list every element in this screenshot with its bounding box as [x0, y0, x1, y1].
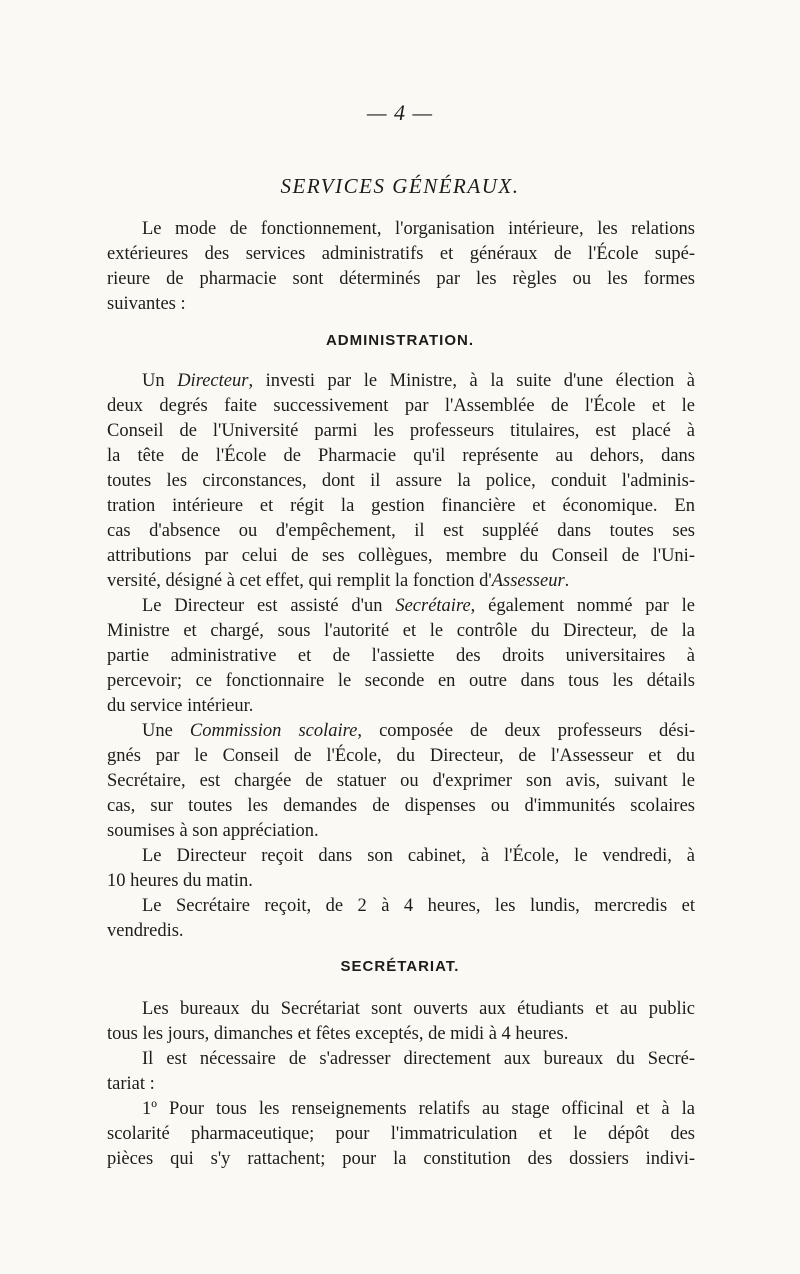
intro-line: extérieures des services administratifs et généraux de l'École supé- — [107, 244, 695, 264]
paragraph-line: tration intérieure et régit la gestion financière et économique. En — [107, 496, 695, 516]
paragraph-line: pièces qui s'y rattachent; pour la constitution des dossiers indivi- — [107, 1149, 695, 1169]
paragraph-line: du service intérieur. — [107, 696, 254, 716]
paragraph-line: tariat : — [107, 1074, 155, 1094]
paragraph-line: attributions par celui de ses collègues, membre du Conseil de l'Uni- — [107, 546, 695, 566]
paragraph-line: vendredis. — [107, 921, 184, 941]
heading-administration: ADMINISTRATION. — [325, 332, 475, 349]
term-directeur: Directeur — [177, 371, 249, 391]
paragraph-line: toutes les circonstances, dont il assure la police, conduit l'adminis- — [107, 471, 695, 491]
paragraph-line: soumises à son appréciation. — [107, 821, 319, 841]
intro-line: rieure de pharmacie sont déterminés par les règles ou les formes — [107, 269, 695, 289]
paragraph-line: Ministre et chargé, sous l'autorité et le contrôle du Directeur, de la — [107, 621, 695, 641]
text-run: Le Directeur est assisté d'un — [142, 596, 396, 616]
paragraph-line: Il est nécessaire de s'adresser directement aux bureaux du Secré- — [142, 1049, 695, 1069]
paragraph-line: la tête de l'École de Pharmacie qu'il représente au dehors, dans — [107, 446, 695, 466]
text-run: , composée de deux professeurs dési- — [357, 721, 696, 741]
paragraph-line — [142, 720, 695, 743]
text-run: Une — [142, 721, 190, 741]
paragraph-line: Les bureaux du Secrétariat sont ouverts aux étudiants et au public — [142, 999, 695, 1019]
term-secretaire: Secrétaire — [395, 596, 471, 616]
paragraph-line: cas, sur toutes les demandes de dispenses ou d'immunités scolaires — [107, 796, 695, 816]
paragraph-line: partie administrative et de l'assiette des droits universitaires à — [107, 646, 695, 666]
paragraph-line: tous les jours, dimanches et fêtes exceptés, de midi à 4 heures. — [107, 1024, 569, 1044]
paragraph-line: scolarité pharmaceutique; pour l'immatriculation et le dépôt des — [107, 1124, 695, 1144]
heading-secretariat: SECRÉTARIAT. — [340, 958, 460, 975]
intro-line: Le mode de fonctionnement, l'organisation intérieure, les relations — [142, 219, 695, 239]
paragraph-line: percevoir; ce fonctionnaire le seconde en outre dans tous les détails — [107, 671, 695, 691]
text-run: , investi par le Ministre, à la suite d'une élection à — [248, 371, 695, 391]
paragraph-line — [142, 370, 695, 393]
text-run: . — [564, 571, 570, 591]
page-number: — 4 — — [366, 100, 434, 125]
term-assesseur: Assesseur — [491, 571, 565, 591]
paragraph-line: Secrétaire, est chargée de statuer ou d'exprimer son avis, suivant le — [107, 771, 695, 791]
text-run: , également nommé par le — [470, 596, 695, 616]
paragraph-line: gnés par le Conseil de l'École, du Directeur, de l'Assesseur et du — [107, 746, 695, 766]
intro-line: suivantes : — [107, 294, 186, 314]
paragraph-line: Conseil de l'Université parmi les professeurs titulaires, est placé à — [107, 421, 695, 441]
paragraph-line: cas d'absence ou d'empêchement, il est suppléé dans toutes ses — [107, 521, 695, 541]
text-run: versité, désigné à cet effet, qui remplit la fonction d' — [107, 571, 492, 591]
paragraph-line: 10 heures du matin. — [107, 871, 253, 891]
section-title: SERVICES GÉNÉRAUX. — [280, 174, 520, 198]
paragraph-line — [107, 570, 695, 593]
text-run: Un — [142, 371, 178, 391]
paragraph-line: Le Directeur reçoit dans son cabinet, à l'École, le vendredi, à — [142, 846, 695, 866]
term-commission-scolaire: Commission scolaire — [189, 721, 358, 741]
paragraph-line: deux degrés faite successivement par l'Assemblée de l'École et le — [107, 396, 695, 416]
paragraph-line: Le Secrétaire reçoit, de 2 à 4 heures, les lundis, mercredis et — [142, 896, 695, 916]
paragraph-line — [142, 595, 695, 618]
paragraph-line: 1º Pour tous les renseignements relatifs au stage officinal et à la — [142, 1099, 695, 1119]
